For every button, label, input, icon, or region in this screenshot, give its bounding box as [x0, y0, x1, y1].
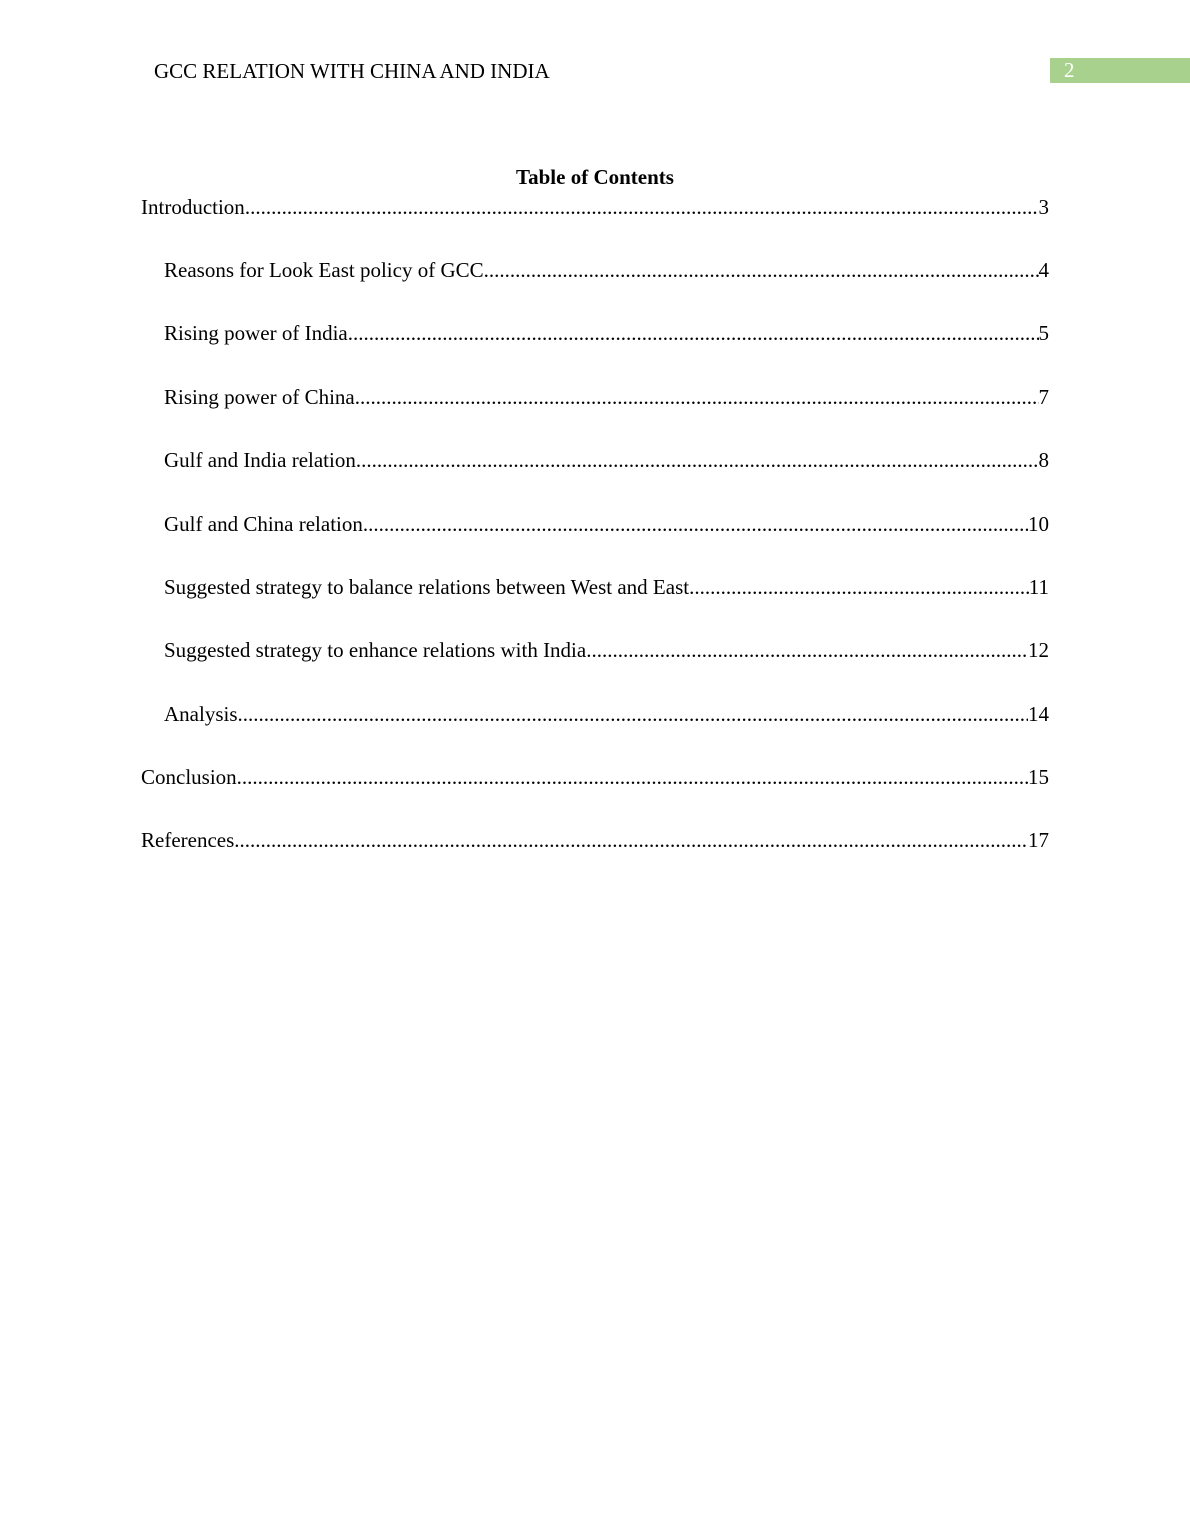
- toc-dot-leader: [348, 320, 1039, 346]
- toc-entry-analysis[interactable]: [164, 701, 1049, 727]
- toc-entry-rising-china[interactable]: [164, 384, 1049, 410]
- toc-entry-label: Conclusion: [141, 765, 237, 789]
- toc-entry-label: Suggested strategy to balance relations between West and East: [164, 575, 690, 599]
- toc-entry-label: Introduction: [141, 195, 245, 219]
- toc-entry-label: Rising power of China: [164, 385, 355, 409]
- toc-entry-rising-india[interactable]: [164, 320, 1049, 346]
- toc-entry-page: 10: [1028, 512, 1049, 536]
- toc-entry-strategy-west-east[interactable]: [164, 574, 1049, 600]
- toc-dot-leader: [356, 447, 1039, 473]
- toc-heading: Table of Contents: [516, 165, 674, 189]
- toc-entry-reasons-look-east[interactable]: [164, 257, 1049, 283]
- toc-entry-label: Rising power of India: [164, 321, 348, 345]
- toc-entry-page: 17: [1028, 828, 1049, 852]
- toc-dot-leader: [689, 574, 1029, 600]
- toc-entry-page: 5: [1038, 321, 1049, 345]
- toc-dot-leader: [234, 827, 1028, 853]
- toc-dot-leader: [586, 637, 1028, 663]
- toc-entry-page: 12: [1028, 638, 1049, 662]
- toc-entry-label: Suggested strategy to enhance relations with India: [164, 638, 587, 662]
- toc-entry-conclusion[interactable]: [141, 764, 1049, 790]
- toc-entry-page: 15: [1028, 765, 1049, 789]
- running-header-title: GCC RELATION WITH CHINA AND INDIA: [154, 59, 550, 83]
- page-number-badge: 2: [1050, 58, 1190, 83]
- toc-entry-page: 7: [1038, 385, 1049, 409]
- toc-entry-strategy-india[interactable]: [164, 637, 1049, 663]
- toc-dot-leader: [484, 257, 1039, 283]
- toc-dot-leader: [237, 764, 1028, 790]
- toc-entry-label: Analysis: [164, 702, 238, 726]
- toc-entry-page: 4: [1038, 258, 1049, 282]
- toc-dot-leader: [245, 194, 1039, 220]
- toc-entry-page: 8: [1038, 448, 1049, 472]
- toc-entry-label: Gulf and India relation: [164, 448, 356, 472]
- toc-entry-gulf-india[interactable]: [164, 447, 1049, 473]
- toc-entry-gulf-china[interactable]: [164, 511, 1049, 537]
- toc-entry-page: 11: [1028, 575, 1049, 599]
- toc-dot-leader: [355, 384, 1039, 410]
- toc-entry-page: 14: [1028, 702, 1049, 726]
- toc-entry-references[interactable]: [141, 827, 1049, 853]
- toc-entry-label: Gulf and China relation: [164, 512, 363, 536]
- toc-dot-leader: [238, 701, 1029, 727]
- toc-entry-label: References: [141, 828, 235, 852]
- toc-dot-leader: [363, 511, 1028, 537]
- toc-entry-page: 3: [1038, 195, 1049, 219]
- toc-entry-introduction[interactable]: [141, 194, 1049, 220]
- toc-entry-label: Reasons for Look East policy of GCC: [164, 258, 484, 282]
